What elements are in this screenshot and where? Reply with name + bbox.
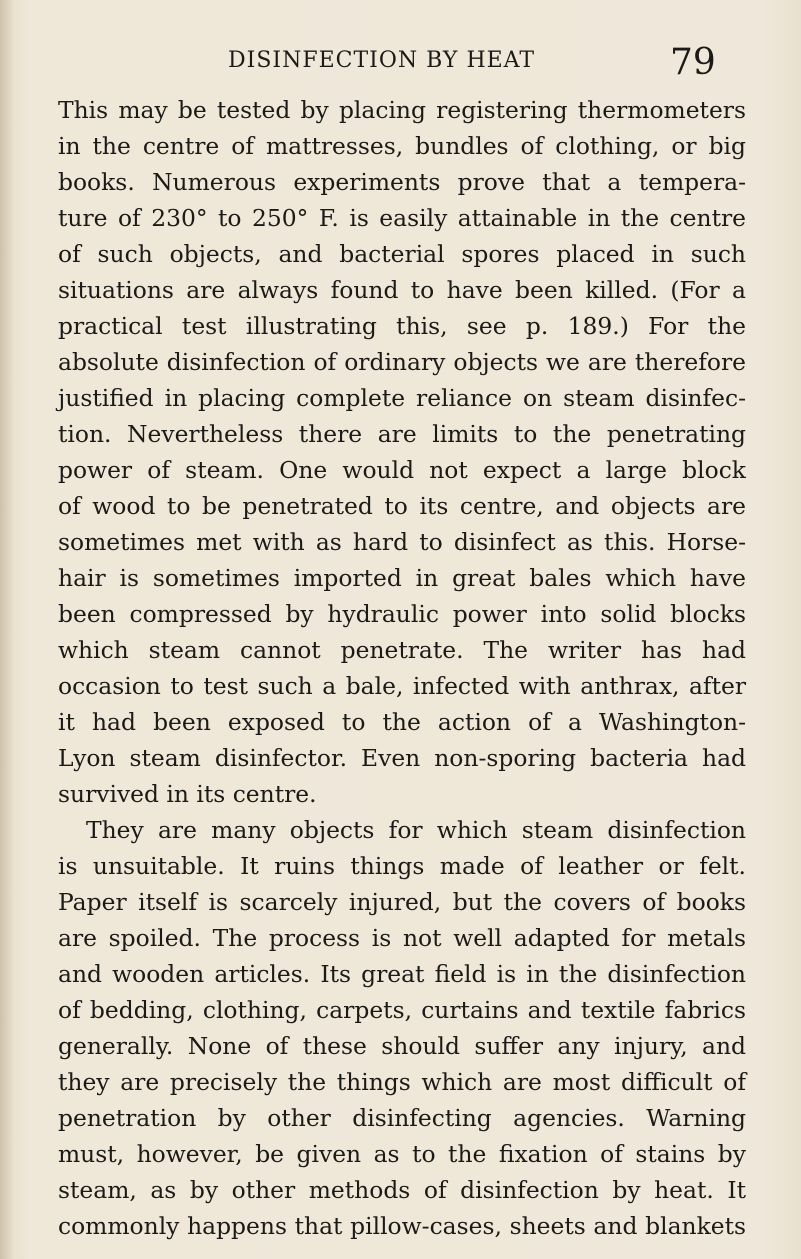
text-line: steam, as by other methods of disinfection by heat. It: [58, 1176, 746, 1204]
text-line: penetration by other disinfecting agencies. Warning: [58, 1104, 746, 1132]
text-line: which steam cannot penetrate. The writer has had: [58, 636, 746, 664]
running-head: [0, 44, 801, 84]
body-text: [58, 92, 746, 1244]
text-line: of wood to be penetrated to its centre, and objects are: [58, 492, 746, 520]
text-line: must, however, be given as to the fixation of stains by: [58, 1140, 746, 1168]
text-line: occasion to test such a bale, infected with anthrax, after: [58, 672, 746, 700]
text-line: of such objects, and bacterial spores placed in such: [58, 240, 746, 268]
text-line: hair is sometimes imported in great bales which have: [58, 564, 746, 592]
text-line: This may be tested by placing registering thermometers: [58, 96, 746, 124]
text-line-paragraph-start: They are many objects for which steam disinfection: [86, 816, 746, 844]
text-line: absolute disinfection of ordinary objects we are therefore: [58, 348, 746, 376]
text-line: sometimes met with as hard to disinfect as this. Horse-: [58, 528, 746, 556]
text-line: it had been exposed to the action of a Washington-: [58, 708, 746, 736]
gutter-shadow: [0, 0, 14, 1259]
text-line: in the centre of mattresses, bundles of clothing, or big: [58, 132, 746, 160]
text-line: situations are always found to have been killed. (For a: [58, 276, 746, 304]
text-line: generally. None of these should suffer any injury, and: [58, 1032, 746, 1060]
page-number: 79: [670, 42, 716, 83]
text-line: books. Numerous experiments prove that a tempera-: [58, 168, 746, 196]
text-line-paragraph-end: survived in its centre.: [58, 780, 317, 808]
text-line: been compressed by hydraulic power into solid blocks: [58, 600, 746, 628]
text-line: ture of 230° to 250° F. is easily attainable in the centre: [58, 204, 746, 232]
text-line: of bedding, clothing, carpets, curtains and textile fabrics: [58, 996, 746, 1024]
text-line: they are precisely the things which are most difficult of: [58, 1068, 746, 1096]
text-line: Paper itself is scarcely injured, but the covers of books: [58, 888, 746, 916]
text-line: justified in placing complete reliance on steam disinfec-: [58, 384, 746, 412]
text-line: commonly happens that pillow-cases, sheets and blankets: [58, 1212, 746, 1240]
text-line: are spoiled. The process is not well adapted for metals: [58, 924, 746, 952]
text-line: practical test illustrating this, see p. 189.) For the: [58, 312, 746, 340]
running-title: DISINFECTION BY HEAT: [228, 48, 536, 73]
text-line: tion. Nevertheless there are limits to the penetrating: [58, 420, 746, 448]
text-line: power of steam. One would not expect a large block: [58, 456, 746, 484]
text-line: and wooden articles. Its great field is in the disinfection: [58, 960, 746, 988]
text-line: Lyon steam disinfector. Even non-sporing bacteria had: [58, 744, 746, 772]
text-line: is unsuitable. It ruins things made of leather or felt.: [58, 852, 746, 880]
